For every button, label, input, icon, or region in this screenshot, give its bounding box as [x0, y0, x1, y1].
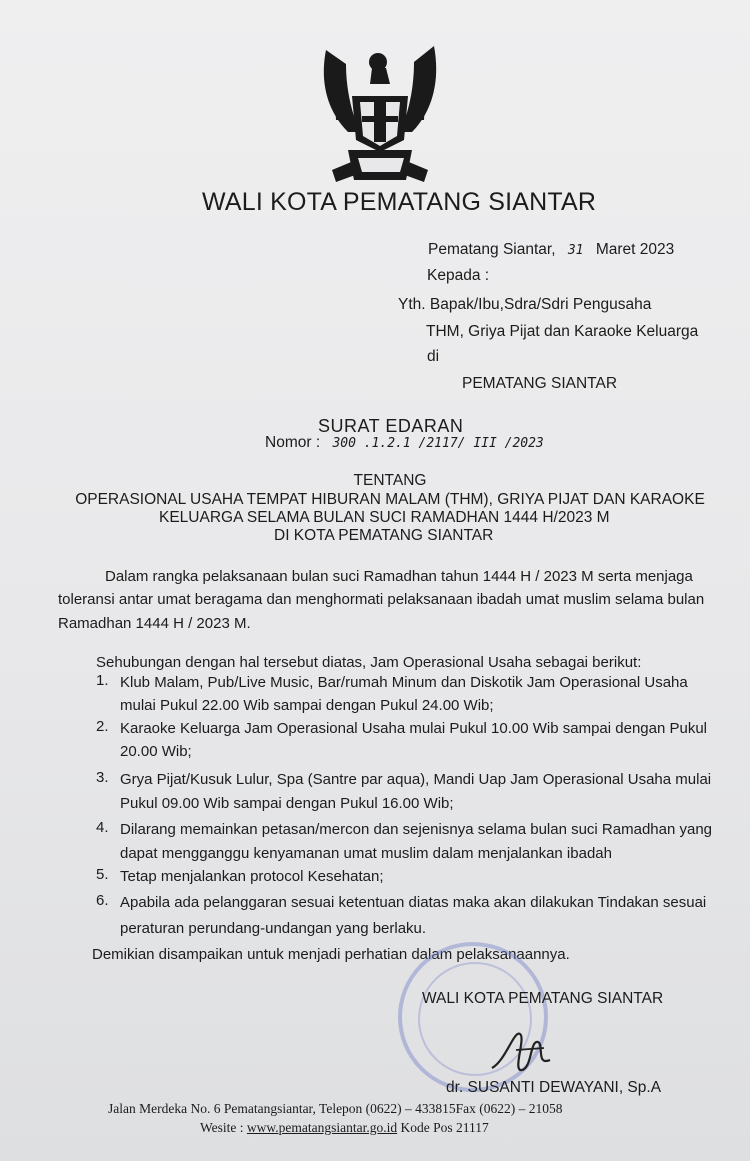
paragraph1-line1: Dalam rangka pelaksanaan bulan suci Ramadhan tahun 1444 H / 2023 M serta menjaga: [105, 568, 693, 585]
closing-sentence: Demikian disampaikan untuk menjadi perhatian dalam pelaksanaannya.: [92, 946, 570, 963]
letter-number: [265, 434, 544, 452]
list-item-line2: Pukul 09.00 Wib sampai dengan Pukul 16.00 Wib;: [120, 795, 454, 812]
nomor-value: 300 .1.2.1 /2117/ III /2023: [332, 436, 544, 451]
place-date-prefix: Pematang Siantar,: [428, 241, 556, 258]
subject-line2: KELUARGA SELAMA BULAN SUCI RAMADHAN 1444 H/2023 M: [159, 509, 610, 526]
list-item-number: 3.: [96, 769, 109, 786]
recipient-line2: THM, Griya Pijat dan Karaoke Keluarga: [426, 323, 699, 340]
tentang-label: TENTANG: [353, 472, 427, 489]
list-item-number: 4.: [96, 819, 109, 836]
place-date: [428, 241, 674, 259]
recipient-di: di: [427, 348, 440, 365]
list-item-line1: Apabila ada pelanggaran sesuai ketentuan diatas maka akan dilakukan Tindakan sesuai: [120, 894, 707, 911]
letter-type: SURAT EDARAN: [318, 416, 464, 436]
list-item-number: 1.: [96, 672, 109, 689]
kepada-label: Kepada :: [427, 267, 490, 284]
list-item-line2: mulai Pukul 22.00 Wib sampai dengan Pukul 24.00 Wib;: [120, 697, 494, 714]
signature-title: WALI KOTA PEMATANG SIANTAR: [422, 990, 664, 1007]
list-item-line2: peraturan perundang-undangan yang berlaku.: [120, 920, 427, 937]
footer-website-line: [200, 1120, 489, 1136]
signatory-name: dr. SUSANTI DEWAYANI, Sp.A: [446, 1079, 662, 1096]
list-item-line1: Karaoke Keluarga Jam Operasional Usaha mulai Pukul 10.00 Wib sampai dengan Pukul: [120, 720, 707, 737]
subject-line3: DI KOTA PEMATANG SIANTAR: [274, 527, 494, 544]
place-date-suffix: Maret 2023: [595, 241, 675, 258]
recipient-city: PEMATANG SIANTAR: [462, 375, 618, 392]
list-item-line2: dapat mengganggu kenyamanan umat muslim dalam menjalankan ibadah: [120, 845, 612, 862]
list-item-line1: Grya Pijat/Kusuk Lulur, Spa (Santre par aqua), Mandi Uap Jam Operasional Usaha mulai: [120, 771, 712, 788]
place-date-day: 31: [567, 243, 584, 258]
list-item-line1: Klub Malam, Pub/Live Music, Bar/rumah Minum dan Diskotik Jam Operasional Usaha: [120, 674, 688, 691]
list-item-line1: Dilarang memainkan petasan/mercon dan sejenisnya selama bulan suci Ramadhan yang: [120, 821, 713, 838]
signature-icon: [486, 1020, 556, 1080]
paragraph1-line2: toleransi antar umat beragama dan menghormati pelaksanaan ibadah umat muslim selama bulan: [58, 591, 705, 608]
list-item-line2: 20.00 Wib;: [120, 743, 192, 760]
nomor-label: Nomor :: [265, 434, 321, 451]
garuda-emblem-icon: [312, 40, 448, 190]
postal-code: Kode Pos 21117: [400, 1120, 489, 1135]
list-item-number: 6.: [96, 892, 109, 909]
list-item-number: 2.: [96, 718, 109, 735]
paragraph1-line3: Ramadhan 1444 H / 2023 M.: [58, 615, 251, 632]
letterhead-title: WALI KOTA PEMATANG SIANTAR: [202, 188, 597, 216]
paragraph2: Sehubungan dengan hal tersebut diatas, Jam Operasional Usaha sebagai berikut:: [96, 654, 642, 671]
list-item-number: 5.: [96, 866, 109, 883]
list-item-line1: Tetap menjalankan protocol Kesehatan;: [120, 868, 384, 885]
footer-address: Jalan Merdeka No. 6 Pematangsiantar, Telepon (0622) – 433815Fax (0622) – 21058: [108, 1101, 563, 1116]
recipient-line1: Yth. Bapak/Ibu,Sdra/Sdri Pengusaha: [398, 296, 652, 313]
website-label: Wesite :: [200, 1120, 244, 1135]
website-link[interactable]: www.pematangsiantar.go.id: [246, 1120, 398, 1135]
subject-line1: OPERASIONAL USAHA TEMPAT HIBURAN MALAM (THM), GRIYA PIJAT DAN KARAOKE: [75, 491, 705, 508]
